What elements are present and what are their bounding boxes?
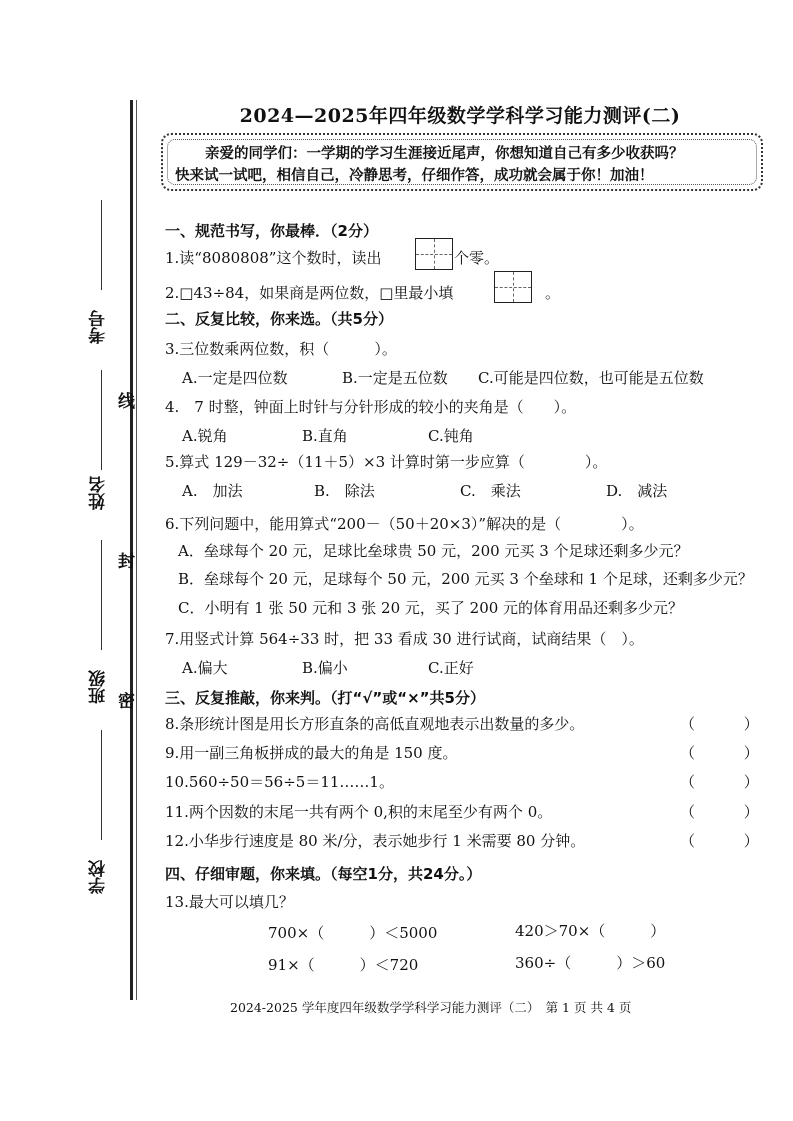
label-banji: 班级 — [89, 670, 109, 704]
section-2-heading: 二、反复比较，你来选。（共5分） — [165, 310, 393, 328]
question-13-expr-2[interactable]: 420＞70×（ ） — [515, 922, 666, 940]
judge-answer-12[interactable]: （ ） — [680, 832, 781, 850]
notice-line-2: 快来试一试吧，相信自己，冷静思考，仔细作答，成功就会属于你！加油！ — [175, 168, 654, 184]
binding-line — [130, 100, 133, 1000]
question-5-option-b[interactable]: B. 除法 — [314, 482, 375, 500]
question-3-option-b[interactable]: B.一定是五位数 — [342, 369, 448, 387]
question-6-option-a[interactable]: A．垒球每个 20 元，足球比垒球贵 50 元，200 元买 3 个足球还剩多少元？ — [178, 542, 689, 560]
question-5-option-a[interactable]: A. 加法 — [182, 482, 243, 500]
label-xian: 线 — [114, 392, 134, 409]
question-5-text: 5.算式 129－32÷（11＋5）×3 计算时第一步应算（ ）。 — [165, 453, 608, 471]
judge-answer-10[interactable]: （ ） — [680, 773, 781, 791]
question-6-option-c[interactable]: C．小明有 1 张 50 元和 3 张 20 元，买了 200 元的体育用品还剩多少元？ — [178, 599, 684, 617]
section-4-heading: 四、仔细审题，你来填。（每空1分，共24分。） — [165, 865, 482, 883]
question-3-option-c[interactable]: C.可能是四位数，也可能是五位数 — [478, 369, 704, 387]
question-4-option-a[interactable]: A.锐角 — [182, 427, 228, 445]
judge-answer-11[interactable]: （ ） — [680, 803, 781, 821]
question-7-option-a[interactable]: A.偏大 — [182, 659, 228, 677]
question-5-option-c[interactable]: C. 乘法 — [460, 482, 521, 500]
question-6-option-b[interactable]: B．垒球每个 20 元，足球每个 50 元，200 元买 3 个垒球和 1 个足球，还剩多少元？ — [178, 570, 753, 588]
binding-line-inner — [136, 100, 137, 1000]
judge-item-9: 9.用一副三角板拼成的最大的角是 150 度。 — [165, 744, 458, 762]
question-13-expr-4[interactable]: 360÷（ ）＞60 — [515, 954, 666, 972]
judge-item-8: 8.条形统计图是用长方形直条的高低直观地表示出数量的多少。 — [165, 715, 585, 733]
notice-box — [161, 133, 763, 191]
kaohao-blank — [101, 200, 102, 290]
xingming-blank — [101, 370, 102, 470]
banji-blank — [101, 540, 102, 650]
page-footer: 2024-2025 学年度四年级数学学科学习能力测评（二） 第 1 页 共 4 页 — [230, 1000, 632, 1015]
question-7-option-c[interactable]: C.正好 — [428, 659, 474, 677]
judge-item-10: 10.560÷50＝56÷5＝11……1。 — [165, 773, 394, 791]
label-mi: 密 — [114, 692, 134, 709]
question-5-option-d[interactable]: D. 减法 — [606, 482, 668, 500]
question-13-expr-3[interactable]: 91×（ ）＜720 — [268, 956, 419, 974]
judge-item-11: 11.两个因数的末尾一共有两个 0,积的末尾至少有两个 0。 — [165, 803, 553, 821]
question-7-option-b[interactable]: B.偏小 — [302, 659, 348, 677]
section-1-heading: 一、规范书写，你最棒．（2分） — [165, 222, 378, 240]
question-1-text: 1.读“8080808”这个数时，读出 — [165, 249, 382, 267]
question-3-option-a[interactable]: A.一定是四位数 — [182, 369, 288, 387]
question-2-answer-box[interactable] — [494, 271, 532, 303]
xuexiao-blank — [101, 730, 102, 840]
question-3-text: 3.三位数乘两位数，积（ ）。 — [165, 340, 397, 358]
question-13-text: 13.最大可以填几？ — [165, 893, 294, 911]
question-2-suffix: 。 — [545, 284, 561, 302]
question-6-text: 6.下列问题中，能用算式“200－（50＋20×3）”解决的是（ ）。 — [165, 515, 644, 533]
question-13-expr-1[interactable]: 700×（ ）＜5000 — [268, 924, 438, 942]
label-feng: 封 — [114, 552, 134, 569]
question-7-text: 7.用竖式计算 564÷33 时，把 33 看成 30 进行试商，试商结果（ ）。 — [165, 630, 644, 648]
label-xuexiao: 学校 — [89, 860, 109, 894]
question-4-text: 4. 7 时整，钟面上时针与分针形成的较小的夹角是（ ）。 — [165, 398, 577, 416]
judge-answer-8[interactable]: （ ） — [680, 715, 781, 733]
section-3-heading: 三、反复推敲，你来判。（打“√”或“×”共5分） — [165, 689, 485, 707]
page-title: 2024—2025年四年级数学学科学习能力测评(二) — [239, 105, 681, 127]
question-1-answer-box[interactable] — [415, 238, 453, 270]
label-kaohao: 考号 — [89, 310, 109, 344]
question-4-option-c[interactable]: C.钝角 — [428, 427, 474, 445]
question-4-option-b[interactable]: B.直角 — [302, 427, 348, 445]
question-1-suffix: 个零。 — [454, 249, 500, 267]
notice-line-1: 亲爱的同学们：一学期的学习生涯接近尾声，你想知道自己有多少收获吗？ — [205, 146, 684, 162]
question-2-text: 2.□43÷84，如果商是两位数，□里最小填 — [165, 284, 454, 302]
judge-answer-9[interactable]: （ ） — [680, 744, 781, 762]
judge-item-12: 12.小华步行速度是 80 米/分，表示她步行 1 米需要 80 分钟。 — [165, 832, 586, 850]
label-xingming: 姓名 — [89, 476, 109, 510]
